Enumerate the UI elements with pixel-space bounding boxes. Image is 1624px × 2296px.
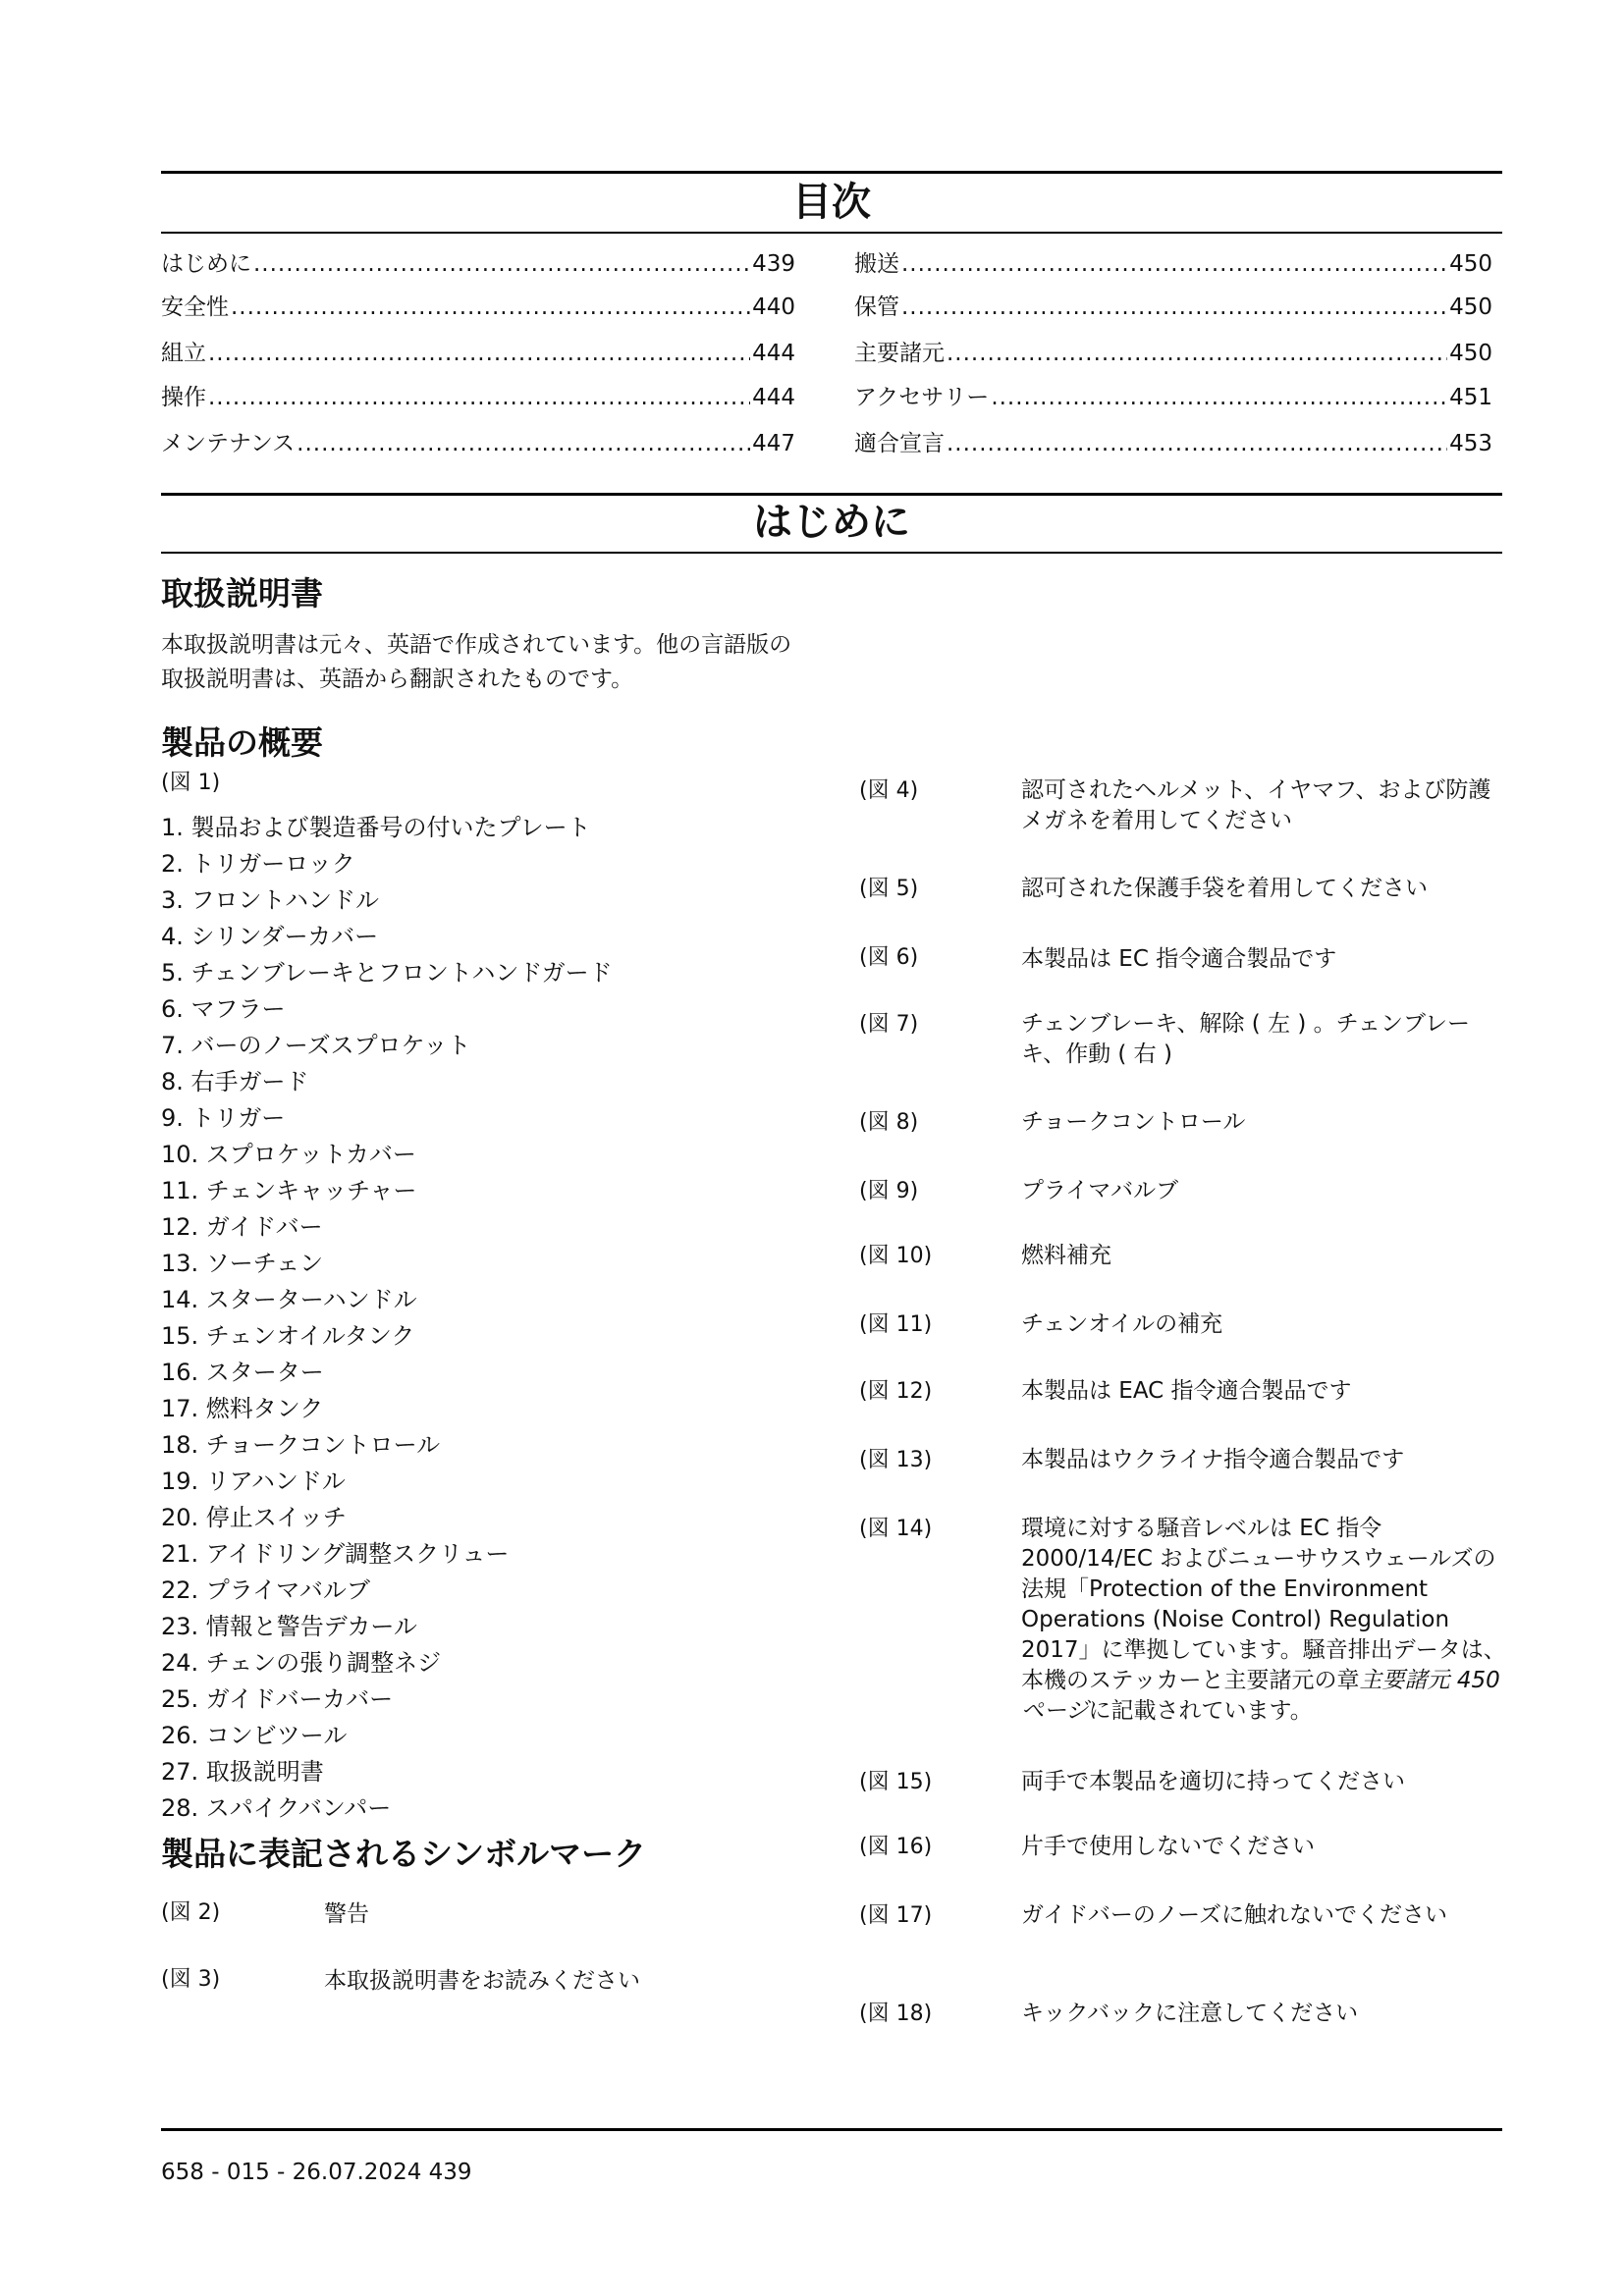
toc-entry[interactable]: 保管 ..... 450 (854, 293, 1492, 322)
symbol-description: チェンブレーキ、解除 ( 左 ) 。チェンブレーキ、作動 ( 右 ) (1021, 1011, 1471, 1067)
symbol-description: 本取扱説明書をお読みください (324, 1968, 640, 1994)
component-item: 22. プライマバルブ (161, 1576, 370, 1604)
symbol-figure-ref: (図 7) (859, 1012, 919, 1037)
component-item: 25. ガイドバーカバー (161, 1685, 394, 1713)
component-item: 15. チェンオイルタンク (161, 1322, 415, 1350)
symbol-figure-ref: (図 9) (859, 1179, 919, 1203)
manual-text: 本取扱説明書は元々、英語で作成されています。他の言語版の取扱説明書は、英語から翻訳されたものです。 (161, 632, 792, 692)
toc-top-rule (161, 171, 1502, 174)
symbol-description: キックバックに注意してください (1021, 2001, 1359, 2026)
symbol-description: 両手で本製品を適切に持ってください (1021, 1769, 1405, 1794)
symbol-description: 認可されたヘルメット、イヤマフ、および防護メガネを着用してください (1021, 777, 1491, 833)
symbol-figure-ref: (図 14) (859, 1517, 933, 1541)
component-item: 8. 右手ガード (161, 1068, 309, 1095)
symbol-figure-ref: (図 17) (859, 1903, 933, 1928)
symbol-figure-ref: (図 2) (161, 1900, 221, 1925)
component-item: 7. バーのノーズスプロケット (161, 1032, 471, 1059)
symbol-figure-ref: (図 12) (859, 1379, 933, 1404)
component-item: 4. シリンダーカバー (161, 923, 379, 950)
page-reference-link[interactable]: 主要諸元 450 ページ (1021, 1668, 1500, 1724)
toc-entry[interactable]: 安全性 ..... 440 (161, 293, 795, 322)
toc-entry[interactable]: 操作 ..... 444 (161, 383, 795, 412)
symbol-description: 環境に対する騒音レベルは EC 指令 2000/14/EC およびニューサウスウェールズの法規「Protection of the Environment Operations (Noise Control) Regulation 2017」に準拠しています。騒音排出データは、本機のステッカーと主要諸元の章主要諸元 450 ページに記載されています。 (1021, 1516, 1506, 1724)
component-item: 3. フロントハンドル (161, 886, 380, 914)
component-item: 23. 情報と警告デカール (161, 1613, 417, 1640)
component-item: 9. トリガー (161, 1104, 286, 1132)
intro-title-rule (161, 552, 1502, 554)
symbol-description: 警告 (324, 1901, 369, 1927)
component-item: 2. トリガーロック (161, 850, 355, 878)
symbol-figure-ref: (図 5) (859, 877, 919, 901)
component-item: 28. スパイクバンパー (161, 1794, 392, 1822)
symbol-figure-ref: (図 6) (859, 945, 919, 970)
toc-entry[interactable]: 適合宣言 ..... 453 (854, 429, 1492, 458)
intro-title: はじめに (753, 500, 910, 545)
toc-entry[interactable]: アクセサリー ..... 451 (854, 383, 1492, 412)
component-item: 5. チェンブレーキとフロントハンドガード (161, 959, 613, 987)
component-item: 6. マフラー (161, 995, 286, 1023)
component-item: 13. ソーチェン (161, 1250, 324, 1277)
component-item: 1. 製品および製造番号の付いたプレート (161, 814, 591, 841)
symbol-figure-ref: (図 18) (859, 2002, 933, 2026)
component-item: 21. アイドリング調整スクリュー (161, 1540, 510, 1568)
component-item: 11. チェンキャッチャー (161, 1177, 417, 1204)
toc-entry[interactable]: はじめに ..... 439 (161, 249, 795, 279)
component-item: 24. チェンの張り調整ネジ (161, 1649, 442, 1677)
footer-text: 658 - 015 - 26.07.2024 439 (161, 2160, 472, 2185)
symbol-figure-ref: (図 15) (859, 1770, 933, 1794)
symbol-description: 認可された保護手袋を着用してください (1021, 876, 1428, 901)
component-item: 18. チョークコントロール (161, 1431, 441, 1459)
overview-figure-ref: (図 1) (161, 771, 221, 795)
symbol-description: 本製品はウクライナ指令適合製品です (1021, 1447, 1405, 1472)
toc-entry[interactable]: 組立 ..... 444 (161, 339, 795, 368)
symbol-figure-ref: (図 8) (859, 1110, 919, 1135)
component-item: 17. 燃料タンク (161, 1395, 324, 1422)
component-item: 12. ガイドバー (161, 1213, 323, 1241)
symbol-figure-ref: (図 10) (859, 1244, 933, 1268)
component-item: 14. スターターハンドル (161, 1286, 417, 1313)
symbol-description: 本製品は EAC 指令適合製品です (1021, 1378, 1352, 1404)
symbol-description: 燃料補充 (1021, 1243, 1111, 1268)
overview-heading: 製品の概要 (161, 723, 323, 762)
component-item: 26. コンビツール (161, 1722, 348, 1749)
symbol-figure-ref: (図 3) (161, 1967, 221, 1992)
symbol-description: チョークコントロール (1021, 1109, 1246, 1135)
symbols-heading: 製品に表記されるシンボルマーク (161, 1835, 647, 1873)
component-item: 19. リアハンドル (161, 1468, 346, 1495)
manual-heading: 取扱説明書 (161, 574, 323, 613)
footer-rule (161, 2128, 1502, 2131)
component-item: 20. 停止スイッチ (161, 1504, 347, 1531)
symbol-figure-ref: (図 13) (859, 1448, 933, 1472)
toc-entry[interactable]: メンテナンス ..... 447 (161, 429, 795, 458)
toc-entry[interactable]: 主要諸元 ..... 450 (854, 339, 1492, 368)
symbol-description: プライマバルブ (1021, 1178, 1179, 1203)
intro-top-rule (161, 493, 1502, 496)
symbol-figure-ref: (図 11) (859, 1312, 933, 1337)
component-item: 10. スプロケットカバー (161, 1141, 416, 1168)
symbol-description: チェンオイルの補充 (1021, 1311, 1223, 1337)
toc-title: 目次 (792, 180, 871, 225)
symbol-figure-ref: (図 16) (859, 1835, 933, 1859)
symbol-figure-ref: (図 4) (859, 778, 919, 803)
component-item: 27. 取扱説明書 (161, 1758, 324, 1786)
symbol-description: 片手で使用しないでください (1021, 1834, 1315, 1859)
component-item: 16. スターター (161, 1359, 324, 1386)
toc-entry[interactable]: 搬送 ..... 450 (854, 249, 1492, 279)
symbol-description: 本製品は EC 指令適合製品です (1021, 946, 1337, 972)
toc-title-rule (161, 232, 1502, 234)
symbol-description: ガイドバーのノーズに触れないでください (1021, 1902, 1448, 1928)
